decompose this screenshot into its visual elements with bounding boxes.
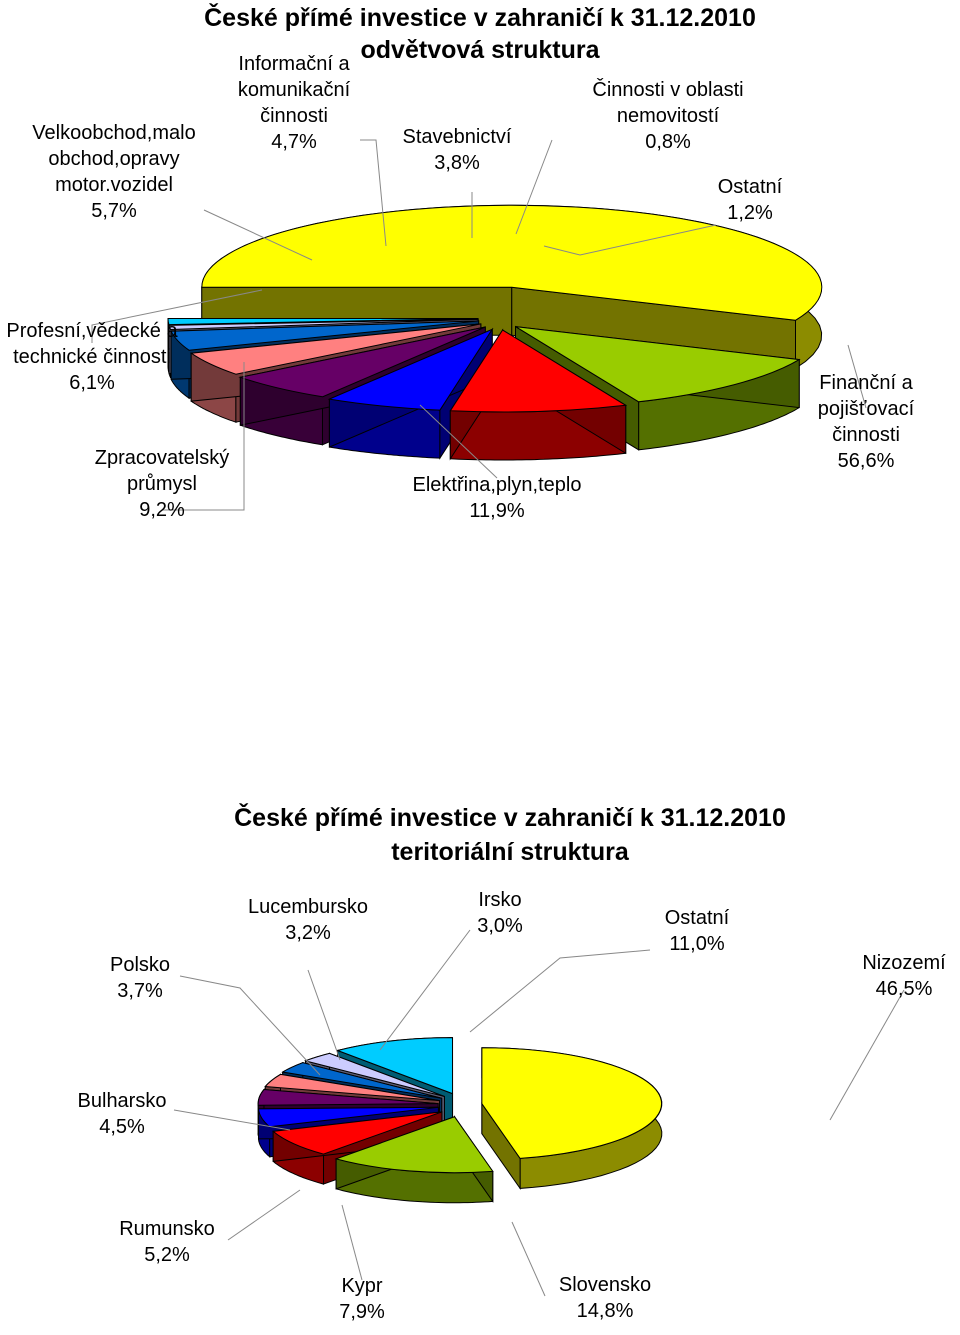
slice-value-label: 6,1% xyxy=(69,372,115,394)
slice-name-label: Rumunsko xyxy=(119,1218,215,1240)
slice-name-label: obchod,opravy xyxy=(48,148,180,170)
slice-value-label: 14,8% xyxy=(576,1300,634,1322)
slice-name-label: Ostatní xyxy=(664,907,730,929)
leader-line xyxy=(308,970,340,1060)
leader-line xyxy=(342,1205,362,1280)
leader-line xyxy=(470,950,650,1032)
leader-line xyxy=(380,930,470,1050)
slice-name-label: nemovitostí xyxy=(616,105,720,127)
slice-name-label: Ostatní xyxy=(717,176,783,198)
slice-name-label: Informační a xyxy=(238,53,350,75)
chart1-pie xyxy=(6,53,914,522)
slice-value-label: 11,0% xyxy=(669,933,725,955)
label-kypr xyxy=(339,1205,385,1323)
slice-value-label: 9,2% xyxy=(139,499,185,521)
label-rumunsko xyxy=(119,1190,300,1266)
chart1-subtitle: odvětvová struktura xyxy=(360,36,600,64)
slice-value-label: 46,5% xyxy=(875,978,933,1000)
slice-value-label: 3,0% xyxy=(477,915,523,937)
chart2-pie xyxy=(78,889,947,1323)
slice-value-label: 4,7% xyxy=(271,131,317,153)
slice-name-label: technické činnosti xyxy=(13,346,171,368)
slice-value-label: 1,2% xyxy=(727,202,773,224)
slice-name-label: Slovensko xyxy=(558,1274,652,1296)
label-slovensko xyxy=(512,1222,651,1322)
slice-value-label: 7,9% xyxy=(339,1301,385,1323)
slice-value-label: 3,2% xyxy=(285,922,331,944)
leader-line xyxy=(830,990,904,1120)
chart1-title: České přímé investice v zahraničí k 31.12.2010 xyxy=(204,4,756,32)
slice-value-label: 3,7% xyxy=(117,980,163,1002)
slice-name-label: komunikační xyxy=(237,79,351,101)
slice-name-label: Nizozemí xyxy=(862,952,946,974)
slice-value-label: 0,8% xyxy=(645,131,691,153)
slice-name-label: pojišťovací xyxy=(817,398,915,420)
slice-name-label: Stavebnictví xyxy=(402,126,512,148)
chart2-title: České přímé investice v zahraničí k 31.12.2010 xyxy=(234,804,786,832)
chart2-subtitle: teritoriální struktura xyxy=(391,838,629,866)
slice-name-label: Profesní,vědecké a xyxy=(6,320,178,342)
slice-name-label: Finanční a xyxy=(819,372,913,394)
label-lucembursko xyxy=(248,896,368,1060)
slice-name-label: Kypr xyxy=(341,1275,383,1297)
slice-name-label: průmysl xyxy=(126,473,198,495)
slice-nizozemi xyxy=(482,1048,662,1189)
slice-name-label: činnosti xyxy=(260,105,328,127)
slice-name-label: Polsko xyxy=(109,954,171,976)
slice-value-label: 4,5% xyxy=(99,1116,145,1138)
slice-name-label: motor.vozidel xyxy=(55,174,173,196)
label-nizozemi xyxy=(830,952,946,1120)
slice-value-label: 5,7% xyxy=(91,200,137,222)
slice-name-label: Irsko xyxy=(478,889,522,911)
slice-value-label: 3,8% xyxy=(434,152,480,174)
slice-name-label: Zpracovatelský xyxy=(94,447,230,469)
label-polsko xyxy=(110,954,320,1075)
slice-name-label: činnosti xyxy=(832,424,900,446)
slice-value-label: 11,9% xyxy=(469,500,525,522)
label-financni-a-pojistovaci-cinnosti xyxy=(818,345,915,472)
slice-name-label: Činnosti v oblasti xyxy=(592,79,744,101)
leader-line xyxy=(228,1190,300,1240)
slice-value-label: 56,6% xyxy=(837,450,895,472)
slice-value-label: 5,2% xyxy=(144,1244,190,1266)
slice-name-label: Lucembursko xyxy=(247,896,369,918)
leader-line xyxy=(180,976,320,1075)
slice-name-label: Elektřina,plyn,teplo xyxy=(412,474,582,496)
label-irsko xyxy=(380,889,523,1050)
slice-name-label: Bulharsko xyxy=(77,1090,167,1112)
leader-line xyxy=(512,1222,545,1296)
slice-name-label: Velkoobchod,malo xyxy=(32,122,196,144)
